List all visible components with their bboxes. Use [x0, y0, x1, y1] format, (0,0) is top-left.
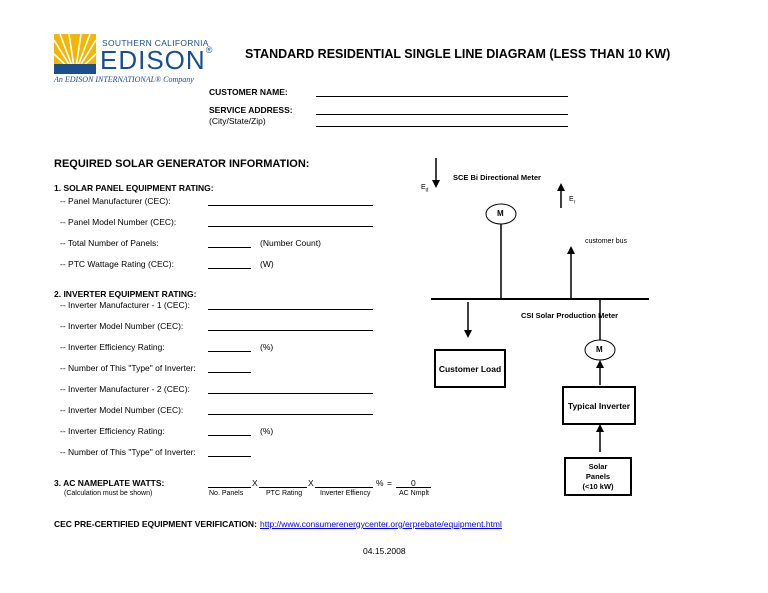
verification-link[interactable]: http://www.consumerenergycenter.org/erprebate/equipment.html — [260, 519, 502, 529]
meter-m-1: M — [497, 209, 504, 218]
csi-meter-label: CSI Solar Production Meter — [521, 311, 619, 320]
registered-mark: ® — [205, 45, 214, 55]
service-address-label: SERVICE ADDRESS: — [209, 105, 293, 115]
brand-main-text: EDISON — [100, 45, 206, 75]
inverter-section-heading: 2. INVERTER EQUIPMENT RATING: — [54, 289, 197, 299]
sce-meter-label: SCE Bi Directional Meter — [453, 173, 541, 182]
inverter-eff1-label: -- Inverter Efficiency Rating: — [60, 342, 165, 352]
er-sub: r — [573, 199, 576, 206]
ac-pct: % — [376, 478, 384, 488]
panel-model-label: -- Panel Model Number (CEC): — [60, 217, 177, 227]
ac-section-heading: 3. AC NAMEPLATE WATTS: — [54, 478, 165, 488]
er-letter: E — [569, 196, 574, 203]
ac-label-panels: No. Panels — [209, 490, 244, 497]
form-date: 04.15.2008 — [363, 546, 406, 556]
inverter-num2-label: -- Number of This "Type" of Inverter: — [60, 447, 196, 457]
customer-bus-label: customer bus — [585, 238, 628, 245]
ed-label — [421, 184, 428, 193]
ac-x1: X — [252, 478, 258, 488]
solar-panels-line-3: (<10 kW) — [582, 481, 614, 491]
inverter-eff1-unit: (%) — [260, 342, 274, 352]
ptc-rating-unit: (W) — [260, 259, 274, 269]
panel-count-label: -- Total Number of Panels: — [60, 238, 159, 248]
inverter-model1-label: -- Inverter Model Number (CEC): — [60, 321, 184, 331]
ac-label-eff: Inverter Effiency — [320, 490, 371, 497]
brand-top: SOUTHERN CALIFORNIA — [102, 38, 209, 48]
inverter-num1-label: -- Number of This "Type" of Inverter: — [60, 363, 196, 373]
customer-load-box — [434, 349, 506, 388]
solar-panels-line-2: Panels — [585, 471, 611, 481]
meter-m-2: M — [596, 345, 603, 354]
inverter-model2-label: -- Inverter Model Number (CEC): — [60, 405, 184, 415]
inverter-eff2-label: -- Inverter Efficiency Rating: — [60, 426, 165, 436]
brand-tagline: An EDISON INTERNATIONAL® Company — [54, 75, 194, 84]
solar-panels-line-1: Solar — [588, 461, 608, 471]
panel-count-unit: (Number Count) — [260, 238, 321, 248]
inverter-mfr1-label: -- Inverter Manufacturer - 1 (CEC): — [60, 300, 190, 310]
er-label — [569, 196, 575, 205]
verification-label: CEC PRE-CERTIFIED EQUIPMENT VERIFICATION: — [54, 519, 257, 529]
ptc-rating-label: -- PTC Wattage Rating (CEC): — [60, 259, 174, 269]
customer-load-label: Customer Load — [438, 363, 502, 374]
panel-manufacturer-label: -- Panel Manufacturer (CEC): — [60, 196, 171, 206]
customer-name-label: CUSTOMER NAME: — [209, 87, 288, 97]
typical-inverter-box — [562, 386, 636, 425]
service-address-sub: (City/State/Zip) — [209, 116, 266, 126]
ac-section-sub: (Calculation must be shown) — [64, 490, 153, 497]
ac-label-ac: AC Nmplt — [399, 490, 429, 497]
ed-sub: d — [425, 187, 429, 194]
ac-eq: = — [387, 478, 392, 488]
solar-panels-box — [564, 457, 632, 496]
inverter-mfr2-label: -- Inverter Manufacturer - 2 (CEC): — [60, 384, 190, 394]
ac-x2: X — [308, 478, 314, 488]
ac-result-value: 0 — [411, 478, 416, 488]
ac-label-ptc: PTC Rating — [266, 490, 303, 497]
inverter-eff2-unit: (%) — [260, 426, 274, 436]
panel-section-heading: 1. SOLAR PANEL EQUIPMENT RATING: — [54, 183, 214, 193]
section-heading: REQUIRED SOLAR GENERATOR INFORMATION: — [54, 158, 310, 170]
page-title: STANDARD RESIDENTIAL SINGLE LINE DIAGRAM (LESS THAN 10 KW) — [245, 47, 671, 61]
typical-inverter-label: Typical Inverter — [567, 400, 631, 411]
ed-letter: E — [421, 184, 426, 191]
